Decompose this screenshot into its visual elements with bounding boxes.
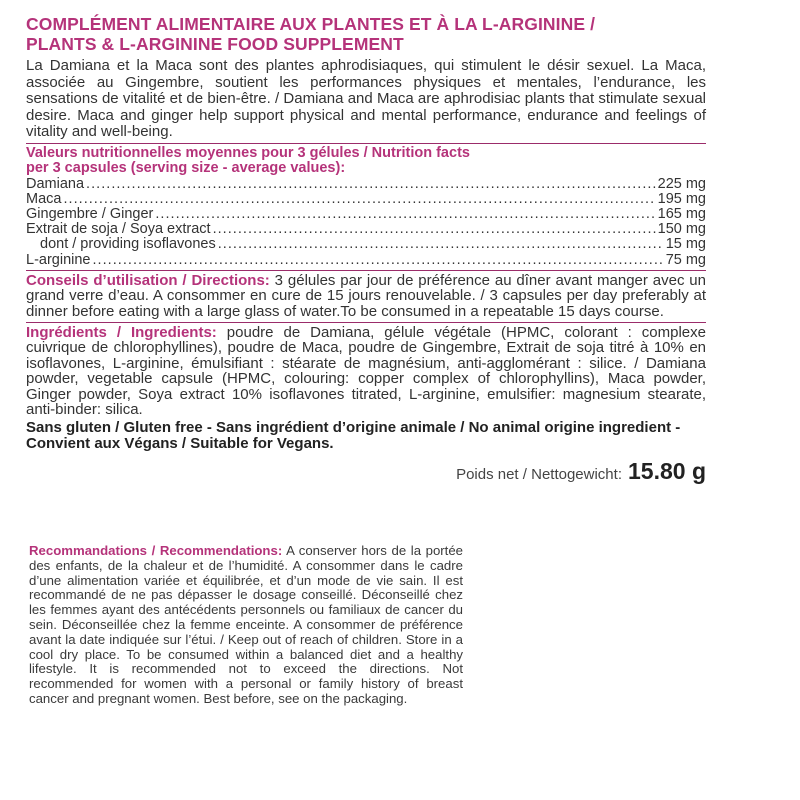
nutrition-row-l-arginine (26, 253, 706, 268)
product-label (26, 14, 706, 485)
nutrition-section (26, 146, 706, 268)
section-divider (26, 143, 706, 144)
nutrient-name: dont / providing isoflavones (40, 236, 216, 253)
nutrient-name: Extrait de soja / Soya extract (26, 221, 211, 238)
title-line-fr: COMPLÉMENT ALIMENTAIRE AUX PLANTES ET À LA L-ARGININE / (26, 14, 596, 34)
nutrient-name: L-arginine (26, 251, 91, 268)
nutrient-name: Gingembre / Ginger (26, 205, 154, 222)
ingredients-body: poudre de Damiana, gélule végétale (HPMC, colorant : complexe cuivrique de chlorophyllines), poudre de Maca, poudre de Gingembre, Extrait de soja titré à 10% en isoflavones, L-arginine, émulsifiant : stéarate de magnésium, anti-agglomérant : silice. / Damiana powder, vegetable capsule (HPMC, colouring: copper complex of chlorophyllins), Maca powder, Ginger powder, Soya extract 10% isoflavones titrated, L-arginine, emulsifier: magnesium stearate, anti-binder: silica. (26, 323, 706, 419)
leader-dots (213, 222, 656, 237)
directions-body: 3 gélules par jour de préférence au dîner avant manger avec un grand verre d’eau. A consommer en cure de 15 jours renouvelable. / 3 capsules per day preferably at dinner before eating with a large glass of water.To be consumed in a repeatable 15 days course. (26, 271, 706, 320)
nutrient-value: 75 mg (665, 251, 706, 268)
nutrition-row-isoflavones (26, 237, 706, 252)
net-weight-value: 15.80 g (628, 458, 706, 485)
nutrition-heading-line-1: Valeurs nutritionnelles moyennes pour 3 gélules / Nutrition facts (26, 144, 470, 161)
nutrition-row-soya (26, 222, 706, 237)
allergen-statement: Sans gluten / Gluten free - Sans ingrédient d’origine animale / No animal origine ingredient - Convient aux Végans / Suitable for Vegans. (26, 419, 681, 453)
title-line-en: PLANTS & L-ARGININE FOOD SUPPLEMENT (26, 34, 404, 54)
nutrient-value: 165 mg (657, 205, 706, 222)
nutrition-heading-line-2: per 3 capsules (serving size - average values): (26, 160, 346, 176)
nutrient-name: Maca (26, 190, 62, 207)
nutrient-value: 225 mg (657, 175, 706, 192)
section-divider (26, 322, 706, 323)
ingredients-heading: Ingrédients / Ingredients: (26, 323, 217, 341)
product-title (26, 14, 706, 54)
nutrient-name: Damiana (26, 175, 85, 192)
leader-dots (63, 192, 655, 207)
nutrient-value: 195 mg (657, 190, 706, 207)
leader-dots (86, 177, 656, 192)
leader-dots (93, 253, 664, 268)
recommendations-text (29, 544, 463, 707)
nutrition-heading (26, 146, 706, 177)
directions-text (26, 273, 706, 320)
nutrition-row-damiana (26, 177, 706, 192)
section-divider (26, 270, 706, 271)
leader-dots (218, 237, 664, 252)
net-weight (26, 458, 706, 485)
nutrition-row-maca (26, 192, 706, 207)
ingredients-text (26, 325, 706, 419)
nutrient-value: 150 mg (657, 221, 706, 238)
nutrition-row-ginger (26, 207, 706, 222)
intro-text: La Damiana et la Maca sont des plantes aphrodisiaques, qui stimulent le désir sexuel. La Maca, associée au Gingembre, soutient les performances physiques et mentales, l’endurance, les sensations de vitalité et de bien-être. / Damiana and Maca are aphrodisiac plants that stimulate sexual desire. Maca and ginger help support physical and mental performance, endurance and feelings of vitality and well-being. (26, 57, 706, 140)
nutrient-value: 15 mg (665, 236, 706, 253)
recommendations-heading: Recommandations / Recommendations: (29, 543, 283, 558)
directions-heading: Conseils d’utilisation / Directions: (26, 271, 270, 289)
net-weight-label: Poids net / Nettogewicht: (456, 466, 622, 484)
leader-dots (155, 207, 655, 222)
recommendations-body: A conserver hors de la portée des enfants, de la chaleur et de l’humidité. A consommer dans le cadre d’une alimentation variée et équilibrée, et d’un mode de vie sain. Il est recommandé de ne pas dépasser le dosage conseillé. Déconseillé chez les femmes ayant des antécédents personnels ou familiaux de cancer du sein. Déconseillée chez la femme enceinte. A consommer de préférence avant la date indiquée sur l’étui. / Keep out of reach of children. Store in a cool dry place. To be consumed within a balanced diet and a healthy lifestyle. It is recommended not to exceed the directions. Not recommended for women with a personal or family history of breast cancer and pregnant women. Best before, see on the packaging. (29, 543, 464, 706)
